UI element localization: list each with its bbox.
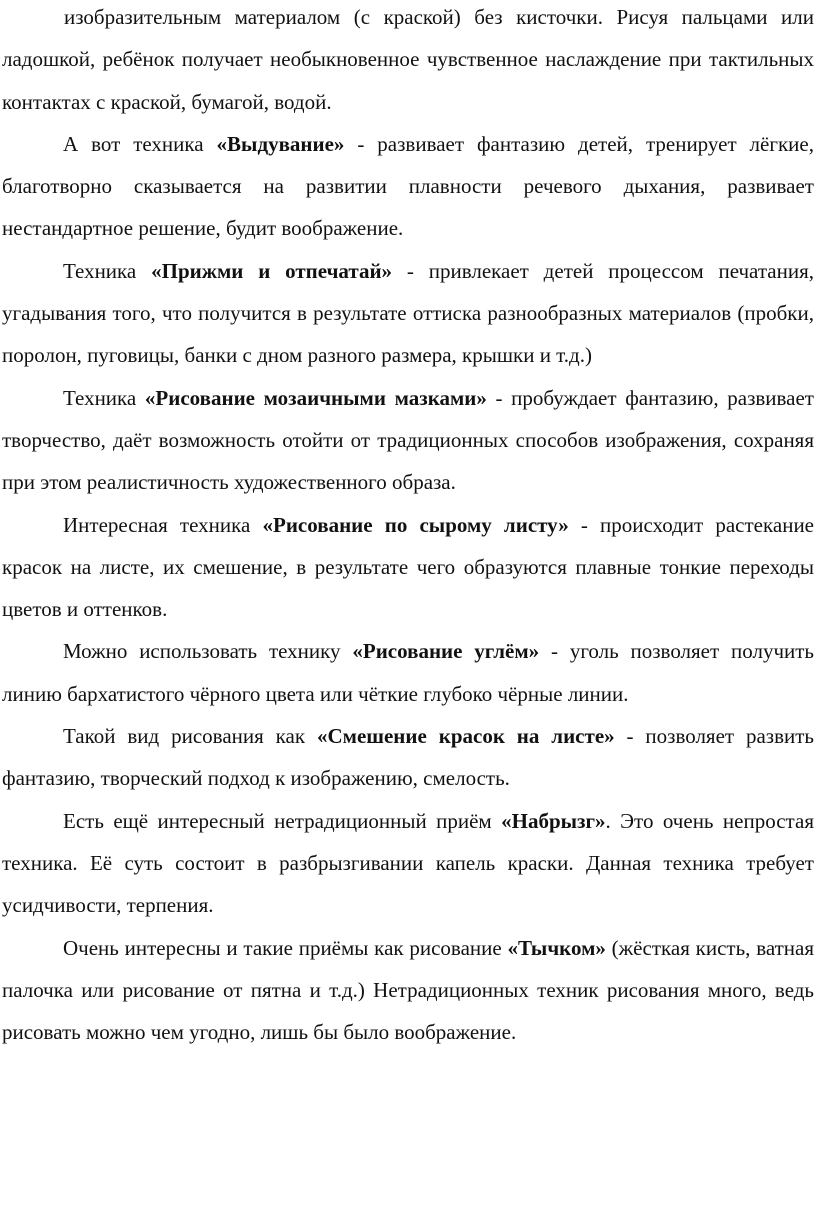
technique-name: «Набрызг» [501,808,606,833]
paragraph-poke [2,927,814,1054]
technique-name: «Выдувание» [216,131,345,156]
paragraph-charcoal [2,630,814,715]
text-run: Можно использовать технику [63,639,353,664]
text-run: Техника [63,385,145,410]
technique-name: «Рисование углём» [352,639,540,664]
technique-name: «Прижми и отпечатай» [151,258,393,283]
paragraph-press-print [2,250,814,377]
paragraph-spray [2,800,814,927]
technique-name: «Рисование мозаичными мазками» [144,385,487,410]
paragraph-intro [2,0,814,123]
text-run: . Это очень непростая техника. Её суть состоит в разбрызгивании капель краски. Данная техника требует усидчивости, терпения. [2,808,814,918]
text-run: - развивает фантазию детей, тренирует лёгкие, благотворно сказывается на развитии плавности речевого дыхания, развивает нестандартное решение, будит воображение. [2,131,814,241]
text-run: - уголь позволяет получить линию бархатистого чёрного цвета или чёткие глубоко чёрные линии. [2,639,814,706]
text-run: Интересная техника [63,512,263,537]
paragraph-wet-sheet [2,504,814,631]
text-run: изобразительным материалом (с краской) без кисточки. Рисуя пальцами или ладошкой, ребёнок получает необыкновенное чувственное наслаждение при тактильных контактах с краской, бумагой, водой. [2,5,814,114]
paragraph-mixing [2,715,814,800]
technique-name: «Рисование по сырому листу» [262,512,569,537]
text-run: - происходит растекание красок на листе, их смешение, в результате чего образуются плавные тонкие переходы цветов и оттенков. [2,512,814,622]
text-run: Есть ещё интересный нетрадиционный приём [63,808,502,833]
text-run: - пробуждает фантазию, развивает творчество, даёт возможность отойти от традиционных способов изображения, сохраняя при этом реалистичность художественного образа. [2,385,814,495]
paragraph-blowing [2,123,814,250]
technique-name: «Тычком» [507,935,606,960]
paragraph-mosaic [2,377,814,504]
text-run: Техника [63,258,152,283]
text-run: Такой вид рисования как [63,724,317,749]
text-run: Очень интересны и такие приёмы как рисование [63,935,508,960]
text-run: (жёсткая кисть, ватная палочка или рисование от пятна и т.д.) Нетрадиционных техник рисования много, ведь рисовать можно чем угодно, лишь бы было воображение. [2,935,814,1045]
text-run: - привлекает детей процессом печатания, угадывания того, что получится в результате оттиска разнообразных материалов (пробки, поролон, пуговицы, банки с дном разного размера, крышки и т.д.) [2,258,814,368]
text-run: А вот техника [63,131,217,156]
text-run: - позволяет развить фантазию, творческий подход к изображению, смелость. [2,724,814,791]
technique-name: «Смешение красок на листе» [316,724,615,749]
